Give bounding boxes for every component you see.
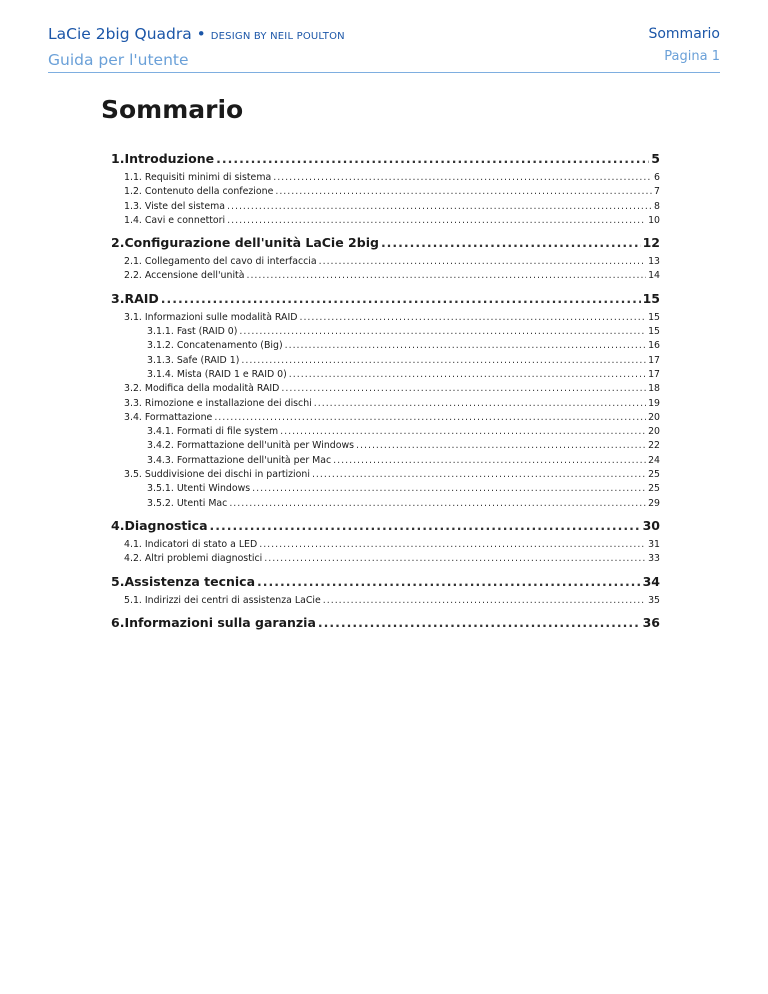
toc-dot-leader — [299, 312, 646, 323]
header-divider — [48, 72, 720, 73]
toc-subsection-entry[interactable] — [111, 326, 660, 340]
toc-entry-label: 2.2. Accensione dell'unità — [124, 270, 245, 282]
toc-chapter-entry[interactable] — [111, 291, 660, 310]
toc-dot-leader — [161, 291, 641, 306]
guide-title: Guida per l'utente — [48, 51, 189, 69]
toc-dot-leader — [275, 186, 652, 197]
toc-chapter-entry[interactable] — [111, 518, 660, 537]
toc-page-number: 22 — [648, 440, 660, 452]
toc-page-number: 24 — [648, 454, 660, 466]
toc-page-number: 29 — [648, 497, 660, 509]
toc-dot-leader — [312, 469, 646, 480]
toc-entry-label: 2.1. Collegamento del cavo di interfaccia — [124, 256, 317, 268]
toc-entry-label: 3.1.3. Safe (RAID 1) — [147, 354, 240, 366]
toc-entry-label: 1.2. Contenuto della confezione — [124, 186, 274, 198]
toc-dot-leader — [319, 256, 646, 267]
toc-page-number: 8 — [654, 200, 660, 212]
toc-section-entry[interactable] — [111, 186, 660, 200]
toc-page-number: 33 — [648, 553, 660, 565]
product-line — [48, 24, 345, 47]
toc-dot-leader — [229, 498, 646, 509]
toc-page-number: 20 — [648, 426, 660, 438]
toc-entry-label: 3.4. Formattazione — [124, 411, 213, 423]
toc-dot-leader — [356, 440, 646, 451]
toc-page-number: 36 — [642, 614, 660, 630]
toc-entry-label: 3.1.4. Mista (RAID 1 e RAID 0) — [147, 368, 287, 380]
toc-subsection-entry[interactable] — [111, 426, 660, 440]
toc-dot-leader — [318, 615, 641, 630]
header-left — [48, 24, 345, 70]
toc-entry-label: 1.3. Viste del sistema — [124, 200, 225, 212]
toc-section-entry[interactable] — [111, 312, 660, 326]
toc-chapter-entry[interactable] — [111, 615, 660, 634]
page-header — [48, 24, 720, 72]
toc-dot-leader — [241, 355, 646, 366]
toc-dot-leader — [314, 398, 646, 409]
header-right — [648, 24, 720, 67]
toc-dot-leader — [246, 270, 646, 281]
toc-page-number: 31 — [648, 538, 660, 550]
toc-section-entry[interactable] — [111, 412, 660, 426]
toc-dot-leader — [210, 518, 641, 533]
toc-chapter-entry[interactable] — [111, 235, 660, 254]
toc-page-number: 16 — [648, 340, 660, 352]
toc-page-number: 14 — [648, 270, 660, 282]
toc-entry-label: 3.RAID — [111, 290, 159, 306]
toc-section-entry[interactable] — [111, 383, 660, 397]
toc-subsection-entry[interactable] — [111, 440, 660, 454]
toc-page-number: 10 — [648, 214, 660, 226]
toc-page-number: 5 — [651, 151, 660, 166]
toc-subsection-entry[interactable] — [111, 455, 660, 469]
toc-section-entry[interactable] — [111, 256, 660, 270]
designer-credit: DESIGN BY NEIL POULTON — [210, 31, 345, 42]
toc-page-number: 7 — [654, 186, 660, 198]
toc-dot-leader — [381, 235, 641, 250]
toc-chapter-entry[interactable] — [111, 574, 660, 593]
toc-page-number: 15 — [642, 290, 660, 306]
toc-dot-leader — [323, 595, 646, 606]
toc-dot-leader — [259, 539, 646, 550]
toc-entry-label: 3.4.1. Formati di file system — [147, 426, 279, 438]
toc-page-number: 6 — [654, 172, 660, 183]
toc-entry-label: 3.5. Suddivisione dei dischi in partizioni — [124, 469, 310, 481]
toc-entry-label: 1.1. Requisiti minimi di sistema — [124, 172, 272, 183]
toc-dot-leader — [257, 574, 641, 589]
toc-entry-label: 3.1. Informazioni sulle modalità RAID — [124, 311, 298, 323]
toc-entry-label: 1.Introduzione — [111, 151, 215, 166]
toc-dot-leader — [252, 483, 646, 494]
toc-dot-leader — [333, 455, 646, 466]
toc-dot-leader — [214, 412, 646, 423]
toc-entry-label: 5.1. Indirizzi dei centri di assistenza LaCie — [124, 594, 321, 606]
toc-subsection-entry[interactable] — [111, 355, 660, 369]
toc-page-number: 34 — [642, 573, 660, 589]
toc-dot-leader — [227, 201, 652, 212]
toc-subsection-entry[interactable] — [111, 369, 660, 383]
toc-dot-leader — [280, 426, 646, 437]
toc-entry-label: 3.4.2. Formattazione dell'unità per Windows — [147, 440, 355, 452]
toc-entry-label: 3.5.2. Utenti Mac — [147, 497, 228, 509]
toc-entry-label: 3.2. Modifica della modalità RAID — [124, 383, 280, 395]
toc-subsection-entry[interactable] — [111, 483, 660, 497]
toc-dot-leader — [216, 151, 649, 166]
toc-section-entry[interactable] — [111, 172, 660, 186]
toc-subsection-entry[interactable] — [111, 498, 660, 512]
page-title: Sommario — [101, 95, 244, 124]
toc-dot-leader — [289, 369, 646, 380]
toc-section-entry[interactable] — [111, 539, 660, 553]
toc-entry-label: 2.Configurazione dell'unità LaCie 2big — [111, 235, 379, 251]
toc-section-entry[interactable] — [111, 469, 660, 483]
toc-subsection-entry[interactable] — [111, 340, 660, 354]
toc-chapter-entry[interactable] — [111, 151, 660, 170]
toc-page-number: 25 — [648, 483, 660, 495]
toc-dot-leader — [227, 215, 646, 226]
toc-section-entry[interactable] — [111, 595, 660, 609]
toc-entry-label: 3.5.1. Utenti Windows — [147, 483, 251, 495]
toc-page-number: 17 — [648, 354, 660, 366]
toc-section-entry[interactable] — [111, 553, 660, 567]
toc-page-number: 15 — [648, 326, 660, 338]
table-of-contents — [111, 151, 660, 634]
toc-dot-leader — [285, 340, 646, 351]
toc-dot-leader — [239, 326, 646, 337]
toc-page-number: 20 — [648, 411, 660, 423]
toc-entry-label: 6.Informazioni sulla garanzia — [111, 614, 316, 630]
toc-entry-label: 4.1. Indicatori di stato a LED — [124, 538, 258, 550]
toc-section-entry[interactable] — [111, 201, 660, 215]
toc-entry-label: 3.1.1. Fast (RAID 0) — [147, 326, 238, 338]
toc-page-number: 12 — [642, 235, 660, 251]
toc-entry-label: 4.2. Altri problemi diagnostici — [124, 553, 263, 565]
toc-section-entry[interactable] — [111, 270, 660, 284]
toc-dot-leader — [273, 172, 652, 183]
toc-dot-leader — [264, 553, 646, 564]
section-name: Sommario — [648, 26, 720, 42]
toc-dot-leader — [281, 383, 646, 394]
toc-section-entry[interactable] — [111, 215, 660, 229]
toc-entry-label: 3.4.3. Formattazione dell'unità per Mac — [147, 454, 332, 466]
toc-page-number: 30 — [642, 517, 660, 533]
toc-entry-label: 1.4. Cavi e connettori — [124, 214, 226, 226]
toc-page-number: 15 — [648, 311, 660, 323]
toc-page-number: 25 — [648, 469, 660, 481]
toc-page-number: 18 — [648, 383, 660, 395]
page-number: Pagina 1 — [664, 49, 720, 64]
toc-page-number: 13 — [648, 256, 660, 268]
toc-page-number: 17 — [648, 368, 660, 380]
product-name: LaCie 2big Quadra — [48, 25, 192, 43]
toc-section-entry[interactable] — [111, 398, 660, 412]
toc-entry-label: 5.Assistenza tecnica — [111, 573, 256, 589]
toc-page-number: 35 — [648, 594, 660, 606]
toc-page-number: 19 — [648, 397, 660, 409]
toc-entry-label: 4.Diagnostica — [111, 517, 208, 533]
separator-bullet: • — [196, 25, 206, 43]
toc-entry-label: 3.3. Rimozione e installazione dei dischi — [124, 397, 312, 409]
toc-entry-label: 3.1.2. Concatenamento (Big) — [147, 340, 283, 352]
